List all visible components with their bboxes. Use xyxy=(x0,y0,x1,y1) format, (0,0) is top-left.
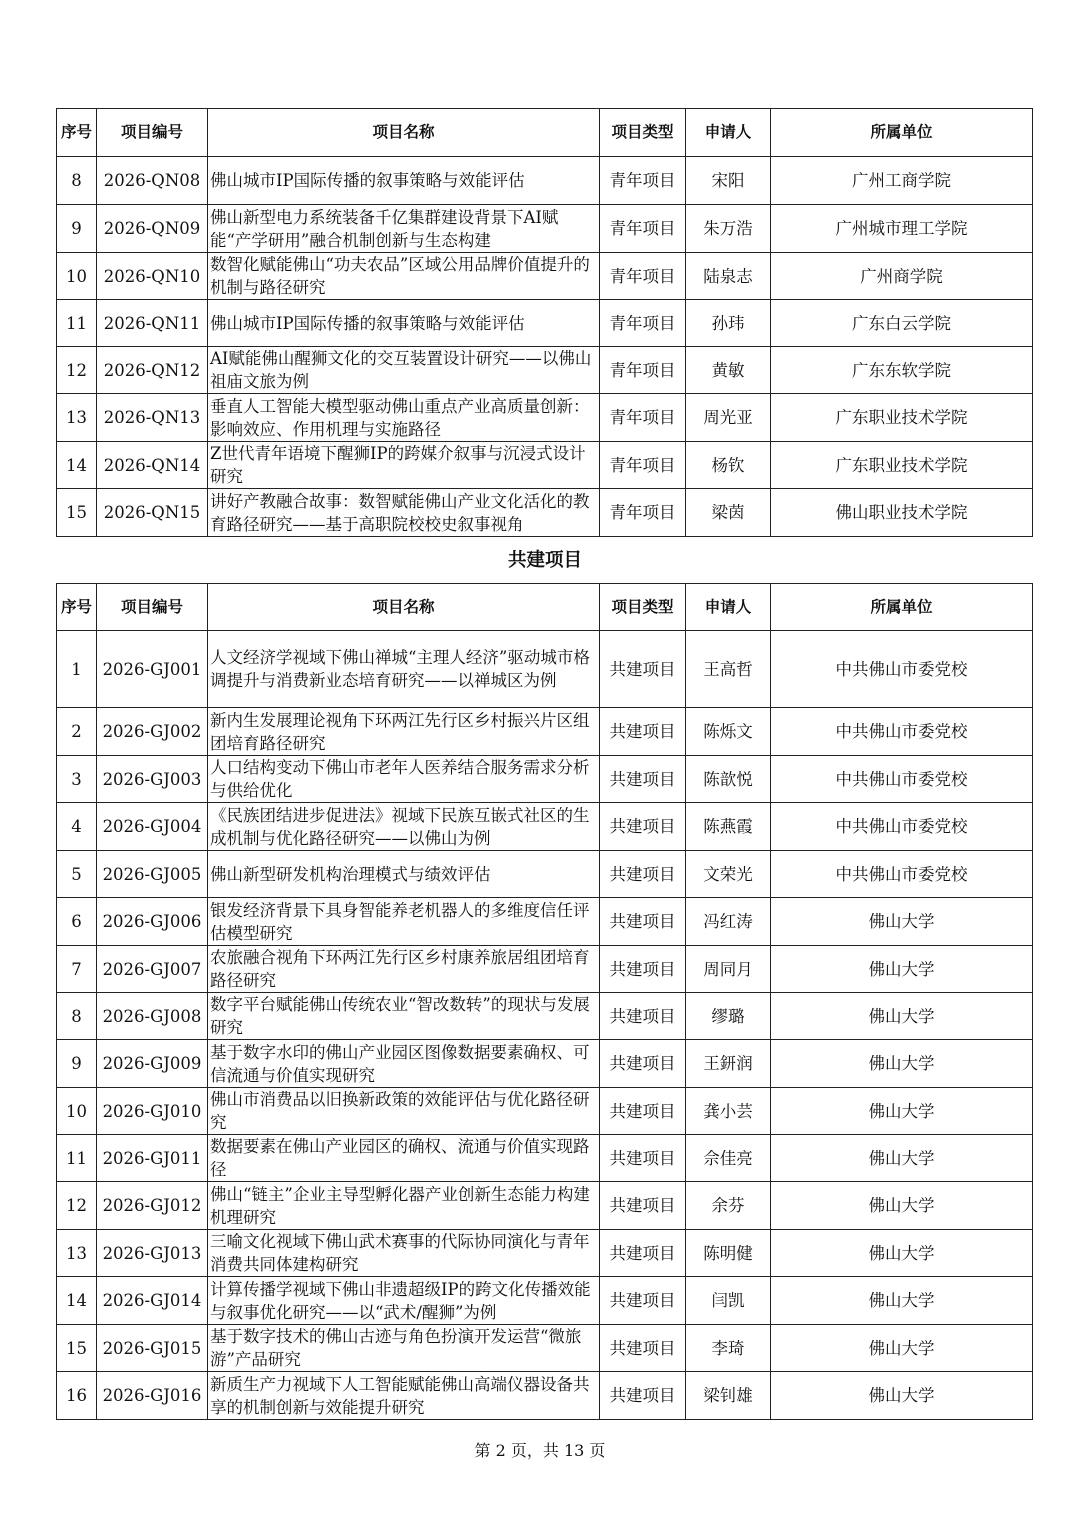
table-row xyxy=(57,946,1033,993)
project-code: 2026-QN11 xyxy=(97,300,208,347)
project-type: 共建项目 xyxy=(600,803,686,851)
applicant: 佘佳亮 xyxy=(686,1135,771,1182)
project-type: 共建项目 xyxy=(600,1230,686,1277)
project-name: 计算传播学视域下佛山非遗超级IP的跨文化传播效能与叙事优化研究——以“武术/醒狮”为例 xyxy=(208,1277,600,1325)
table-row xyxy=(57,708,1033,756)
project-name: 数字平台赋能佛山传统农业“智改数转”的现状与发展研究 xyxy=(208,993,600,1040)
project-name: 三喻文化视域下佛山武术赛事的代际协同演化与青年消费共同体建构研究 xyxy=(208,1230,600,1277)
applicant: 余芬 xyxy=(686,1182,771,1230)
youth-projects-body xyxy=(57,157,1033,537)
affiliation: 中共佛山市委党校 xyxy=(771,631,1033,708)
table-row xyxy=(57,1230,1033,1277)
project-name: 垂直人工智能大模型驱动佛山重点产业高质量创新：影响效应、作用机理与实施路径 xyxy=(208,394,600,442)
applicant: 缪璐 xyxy=(686,993,771,1040)
table-row xyxy=(57,205,1033,253)
project-name: 数智化赋能佛山“功夫农品”区域公用品牌价值提升的机制与路径研究 xyxy=(208,253,600,300)
project-name: Z世代青年语境下醒狮IP的跨媒介叙事与沉浸式设计研究 xyxy=(208,442,600,489)
table-row xyxy=(57,803,1033,851)
table-row xyxy=(57,1372,1033,1420)
header-type: 项目类型 xyxy=(600,584,686,631)
applicant: 杨钦 xyxy=(686,442,771,489)
header-code: 项目编号 xyxy=(97,584,208,631)
project-name: 数据要素在佛山产业园区的确权、流通与价值实现路径 xyxy=(208,1135,600,1182)
affiliation: 佛山大学 xyxy=(771,1325,1033,1372)
table-row xyxy=(57,1325,1033,1372)
header-applicant: 申请人 xyxy=(686,109,771,157)
project-code: 2026-GJ013 xyxy=(97,1230,208,1277)
row-number: 3 xyxy=(57,756,97,803)
affiliation: 中共佛山市委党校 xyxy=(771,803,1033,851)
affiliation: 广州城市理工学院 xyxy=(771,205,1033,253)
row-number: 2 xyxy=(57,708,97,756)
table-row xyxy=(57,442,1033,489)
project-type: 青年项目 xyxy=(600,157,686,205)
project-name: 农旅融合视角下环两江先行区乡村康养旅居组团培育路径研究 xyxy=(208,946,600,993)
row-number: 16 xyxy=(57,1372,97,1420)
joint-projects-body xyxy=(57,631,1033,1420)
row-number: 9 xyxy=(57,1040,97,1088)
project-code: 2026-QN10 xyxy=(97,253,208,300)
project-type: 青年项目 xyxy=(600,300,686,347)
affiliation: 中共佛山市委党校 xyxy=(771,708,1033,756)
project-name: 佛山“链主”企业主导型孵化器产业创新生态能力构建机理研究 xyxy=(208,1182,600,1230)
applicant: 文荣光 xyxy=(686,851,771,898)
header-type: 项目类型 xyxy=(600,109,686,157)
applicant: 陈燕霞 xyxy=(686,803,771,851)
applicant: 闫凯 xyxy=(686,1277,771,1325)
table-row xyxy=(57,1135,1033,1182)
table-row xyxy=(57,631,1033,708)
applicant: 周同月 xyxy=(686,946,771,993)
row-number: 11 xyxy=(57,1135,97,1182)
affiliation: 广东职业技术学院 xyxy=(771,394,1033,442)
project-code: 2026-GJ016 xyxy=(97,1372,208,1420)
affiliation: 佛山大学 xyxy=(771,1230,1033,1277)
row-number: 5 xyxy=(57,851,97,898)
section-title: 共建项目 xyxy=(507,550,582,571)
project-name: AI赋能佛山醒狮文化的交互装置设计研究——以佛山祖庙文旅为例 xyxy=(208,347,600,394)
joint-projects-table xyxy=(56,583,1033,1420)
table-row xyxy=(57,1277,1033,1325)
project-type: 共建项目 xyxy=(600,1088,686,1135)
affiliation: 佛山大学 xyxy=(771,1372,1033,1420)
table-row xyxy=(57,1040,1033,1088)
applicant: 朱万浩 xyxy=(686,205,771,253)
applicant: 梁钊雄 xyxy=(686,1372,771,1420)
header-no: 序号 xyxy=(57,584,97,631)
table-row xyxy=(57,489,1033,537)
row-number: 9 xyxy=(57,205,97,253)
header-name: 项目名称 xyxy=(208,109,600,157)
applicant: 冯红涛 xyxy=(686,898,771,946)
row-number: 6 xyxy=(57,898,97,946)
project-name: 人文经济学视域下佛山禅城“主理人经济”驱动城市格调提升与消费新业态培育研究——以禅城区为例 xyxy=(208,631,600,708)
project-code: 2026-QN08 xyxy=(97,157,208,205)
project-type: 青年项目 xyxy=(600,442,686,489)
project-type: 共建项目 xyxy=(600,898,686,946)
applicant: 陈歆悦 xyxy=(686,756,771,803)
table-row xyxy=(57,1088,1033,1135)
header-unit: 所属单位 xyxy=(771,109,1033,157)
project-name: 讲好产教融合故事：数智赋能佛山产业文化活化的教育路径研究——基于高职院校校史叙事视角 xyxy=(208,489,600,537)
row-number: 12 xyxy=(57,1182,97,1230)
row-number: 15 xyxy=(57,1325,97,1372)
affiliation: 广东白云学院 xyxy=(771,300,1033,347)
applicant: 陈明健 xyxy=(686,1230,771,1277)
applicant: 李琦 xyxy=(686,1325,771,1372)
table-header-row xyxy=(57,109,1033,157)
header-code: 项目编号 xyxy=(97,109,208,157)
header-applicant: 申请人 xyxy=(686,584,771,631)
row-number: 7 xyxy=(57,946,97,993)
row-number: 14 xyxy=(57,442,97,489)
project-code: 2026-GJ011 xyxy=(97,1135,208,1182)
project-name: 基于数字技术的佛山古迹与角色扮演开发运营“微旅游”产品研究 xyxy=(208,1325,600,1372)
applicant: 王高哲 xyxy=(686,631,771,708)
header-name: 项目名称 xyxy=(208,584,600,631)
project-code: 2026-QN14 xyxy=(97,442,208,489)
applicant: 梁茵 xyxy=(686,489,771,537)
project-code: 2026-GJ004 xyxy=(97,803,208,851)
row-number: 10 xyxy=(57,253,97,300)
table-row xyxy=(57,253,1033,300)
project-type: 青年项目 xyxy=(600,253,686,300)
project-type: 青年项目 xyxy=(600,489,686,537)
project-name: 佛山城市IP国际传播的叙事策略与效能评估 xyxy=(208,300,600,347)
youth-projects-table xyxy=(56,108,1033,537)
project-type: 共建项目 xyxy=(600,1325,686,1372)
project-name: 佛山新型研发机构治理模式与绩效评估 xyxy=(208,851,600,898)
applicant: 王鈃润 xyxy=(686,1040,771,1088)
project-type: 共建项目 xyxy=(600,1182,686,1230)
table-row xyxy=(57,851,1033,898)
header-no: 序号 xyxy=(57,109,97,157)
row-number: 8 xyxy=(57,993,97,1040)
project-name: 佛山市消费品以旧换新政策的效能评估与优化路径研究 xyxy=(208,1088,600,1135)
row-number: 14 xyxy=(57,1277,97,1325)
project-code: 2026-GJ002 xyxy=(97,708,208,756)
project-type: 青年项目 xyxy=(600,205,686,253)
project-code: 2026-GJ007 xyxy=(97,946,208,993)
applicant: 孙玮 xyxy=(686,300,771,347)
table-row xyxy=(57,993,1033,1040)
row-number: 15 xyxy=(57,489,97,537)
project-name: 佛山城市IP国际传播的叙事策略与效能评估 xyxy=(208,157,600,205)
affiliation: 佛山大学 xyxy=(771,1135,1033,1182)
project-name: 新质生产力视域下人工智能赋能佛山高端仪器设备共享的机制创新与效能提升研究 xyxy=(208,1372,600,1420)
affiliation: 广东职业技术学院 xyxy=(771,442,1033,489)
project-code: 2026-QN09 xyxy=(97,205,208,253)
project-code: 2026-GJ010 xyxy=(97,1088,208,1135)
project-code: 2026-GJ012 xyxy=(97,1182,208,1230)
affiliation: 佛山大学 xyxy=(771,1040,1033,1088)
applicant: 黄敏 xyxy=(686,347,771,394)
project-type: 共建项目 xyxy=(600,631,686,708)
affiliation: 佛山大学 xyxy=(771,898,1033,946)
affiliation: 广州商学院 xyxy=(771,253,1033,300)
project-code: 2026-QN13 xyxy=(97,394,208,442)
project-code: 2026-GJ005 xyxy=(97,851,208,898)
project-type: 共建项目 xyxy=(600,708,686,756)
project-name: 基于数字水印的佛山产业园区图像数据要素确权、可信流通与价值实现研究 xyxy=(208,1040,600,1088)
project-name: 新内生发展理论视角下环两江先行区乡村振兴片区组团培育路径研究 xyxy=(208,708,600,756)
project-type: 共建项目 xyxy=(600,1372,686,1420)
row-number: 13 xyxy=(57,1230,97,1277)
applicant: 宋阳 xyxy=(686,157,771,205)
affiliation: 佛山大学 xyxy=(771,1182,1033,1230)
affiliation: 佛山大学 xyxy=(771,946,1033,993)
affiliation: 佛山大学 xyxy=(771,1088,1033,1135)
row-number: 11 xyxy=(57,300,97,347)
affiliation: 广东东软学院 xyxy=(771,347,1033,394)
project-code: 2026-GJ008 xyxy=(97,993,208,1040)
project-type: 共建项目 xyxy=(600,851,686,898)
table-row xyxy=(57,300,1033,347)
row-number: 10 xyxy=(57,1088,97,1135)
project-type: 共建项目 xyxy=(600,946,686,993)
applicant: 周光亚 xyxy=(686,394,771,442)
affiliation: 广州工商学院 xyxy=(771,157,1033,205)
row-number: 8 xyxy=(57,157,97,205)
table-row xyxy=(57,756,1033,803)
project-type: 共建项目 xyxy=(600,756,686,803)
table-row xyxy=(57,394,1033,442)
project-code: 2026-GJ001 xyxy=(97,631,208,708)
row-number: 4 xyxy=(57,803,97,851)
applicant: 龚小芸 xyxy=(686,1088,771,1135)
row-number: 1 xyxy=(57,631,97,708)
project-type: 青年项目 xyxy=(600,394,686,442)
table-header-row xyxy=(57,584,1033,631)
affiliation: 佛山职业技术学院 xyxy=(771,489,1033,537)
applicant: 陈烁文 xyxy=(686,708,771,756)
row-number: 13 xyxy=(57,394,97,442)
project-code: 2026-GJ015 xyxy=(97,1325,208,1372)
project-name: 银发经济背景下具身智能养老机器人的多维度信任评估模型研究 xyxy=(208,898,600,946)
project-code: 2026-GJ009 xyxy=(97,1040,208,1088)
affiliation: 中共佛山市委党校 xyxy=(771,851,1033,898)
affiliation: 中共佛山市委党校 xyxy=(771,756,1033,803)
header-unit: 所属单位 xyxy=(771,584,1033,631)
project-name: 佛山新型电力系统装备千亿集群建设背景下AI赋能“产学研用”融合机制创新与生态构建 xyxy=(208,205,600,253)
project-name: 《民族团结进步促进法》视域下民族互嵌式社区的生成机制与优化路径研究——以佛山为例 xyxy=(208,803,600,851)
table-row xyxy=(57,157,1033,205)
table-row xyxy=(57,1182,1033,1230)
project-type: 共建项目 xyxy=(600,1277,686,1325)
project-type: 共建项目 xyxy=(600,1135,686,1182)
project-type: 青年项目 xyxy=(600,347,686,394)
row-number: 12 xyxy=(57,347,97,394)
project-code: 2026-GJ006 xyxy=(97,898,208,946)
affiliation: 佛山大学 xyxy=(771,1277,1033,1325)
applicant: 陆泉志 xyxy=(686,253,771,300)
project-code: 2026-GJ003 xyxy=(97,756,208,803)
page-footer: 第 2 页，共 13 页 xyxy=(474,1441,606,1460)
project-type: 共建项目 xyxy=(600,1040,686,1088)
affiliation: 佛山大学 xyxy=(771,993,1033,1040)
project-type: 共建项目 xyxy=(600,993,686,1040)
table-row xyxy=(57,347,1033,394)
table-row xyxy=(57,898,1033,946)
project-code: 2026-GJ014 xyxy=(97,1277,208,1325)
project-name: 人口结构变动下佛山市老年人医养结合服务需求分析与供给优化 xyxy=(208,756,600,803)
project-code: 2026-QN12 xyxy=(97,347,208,394)
project-code: 2026-QN15 xyxy=(97,489,208,537)
